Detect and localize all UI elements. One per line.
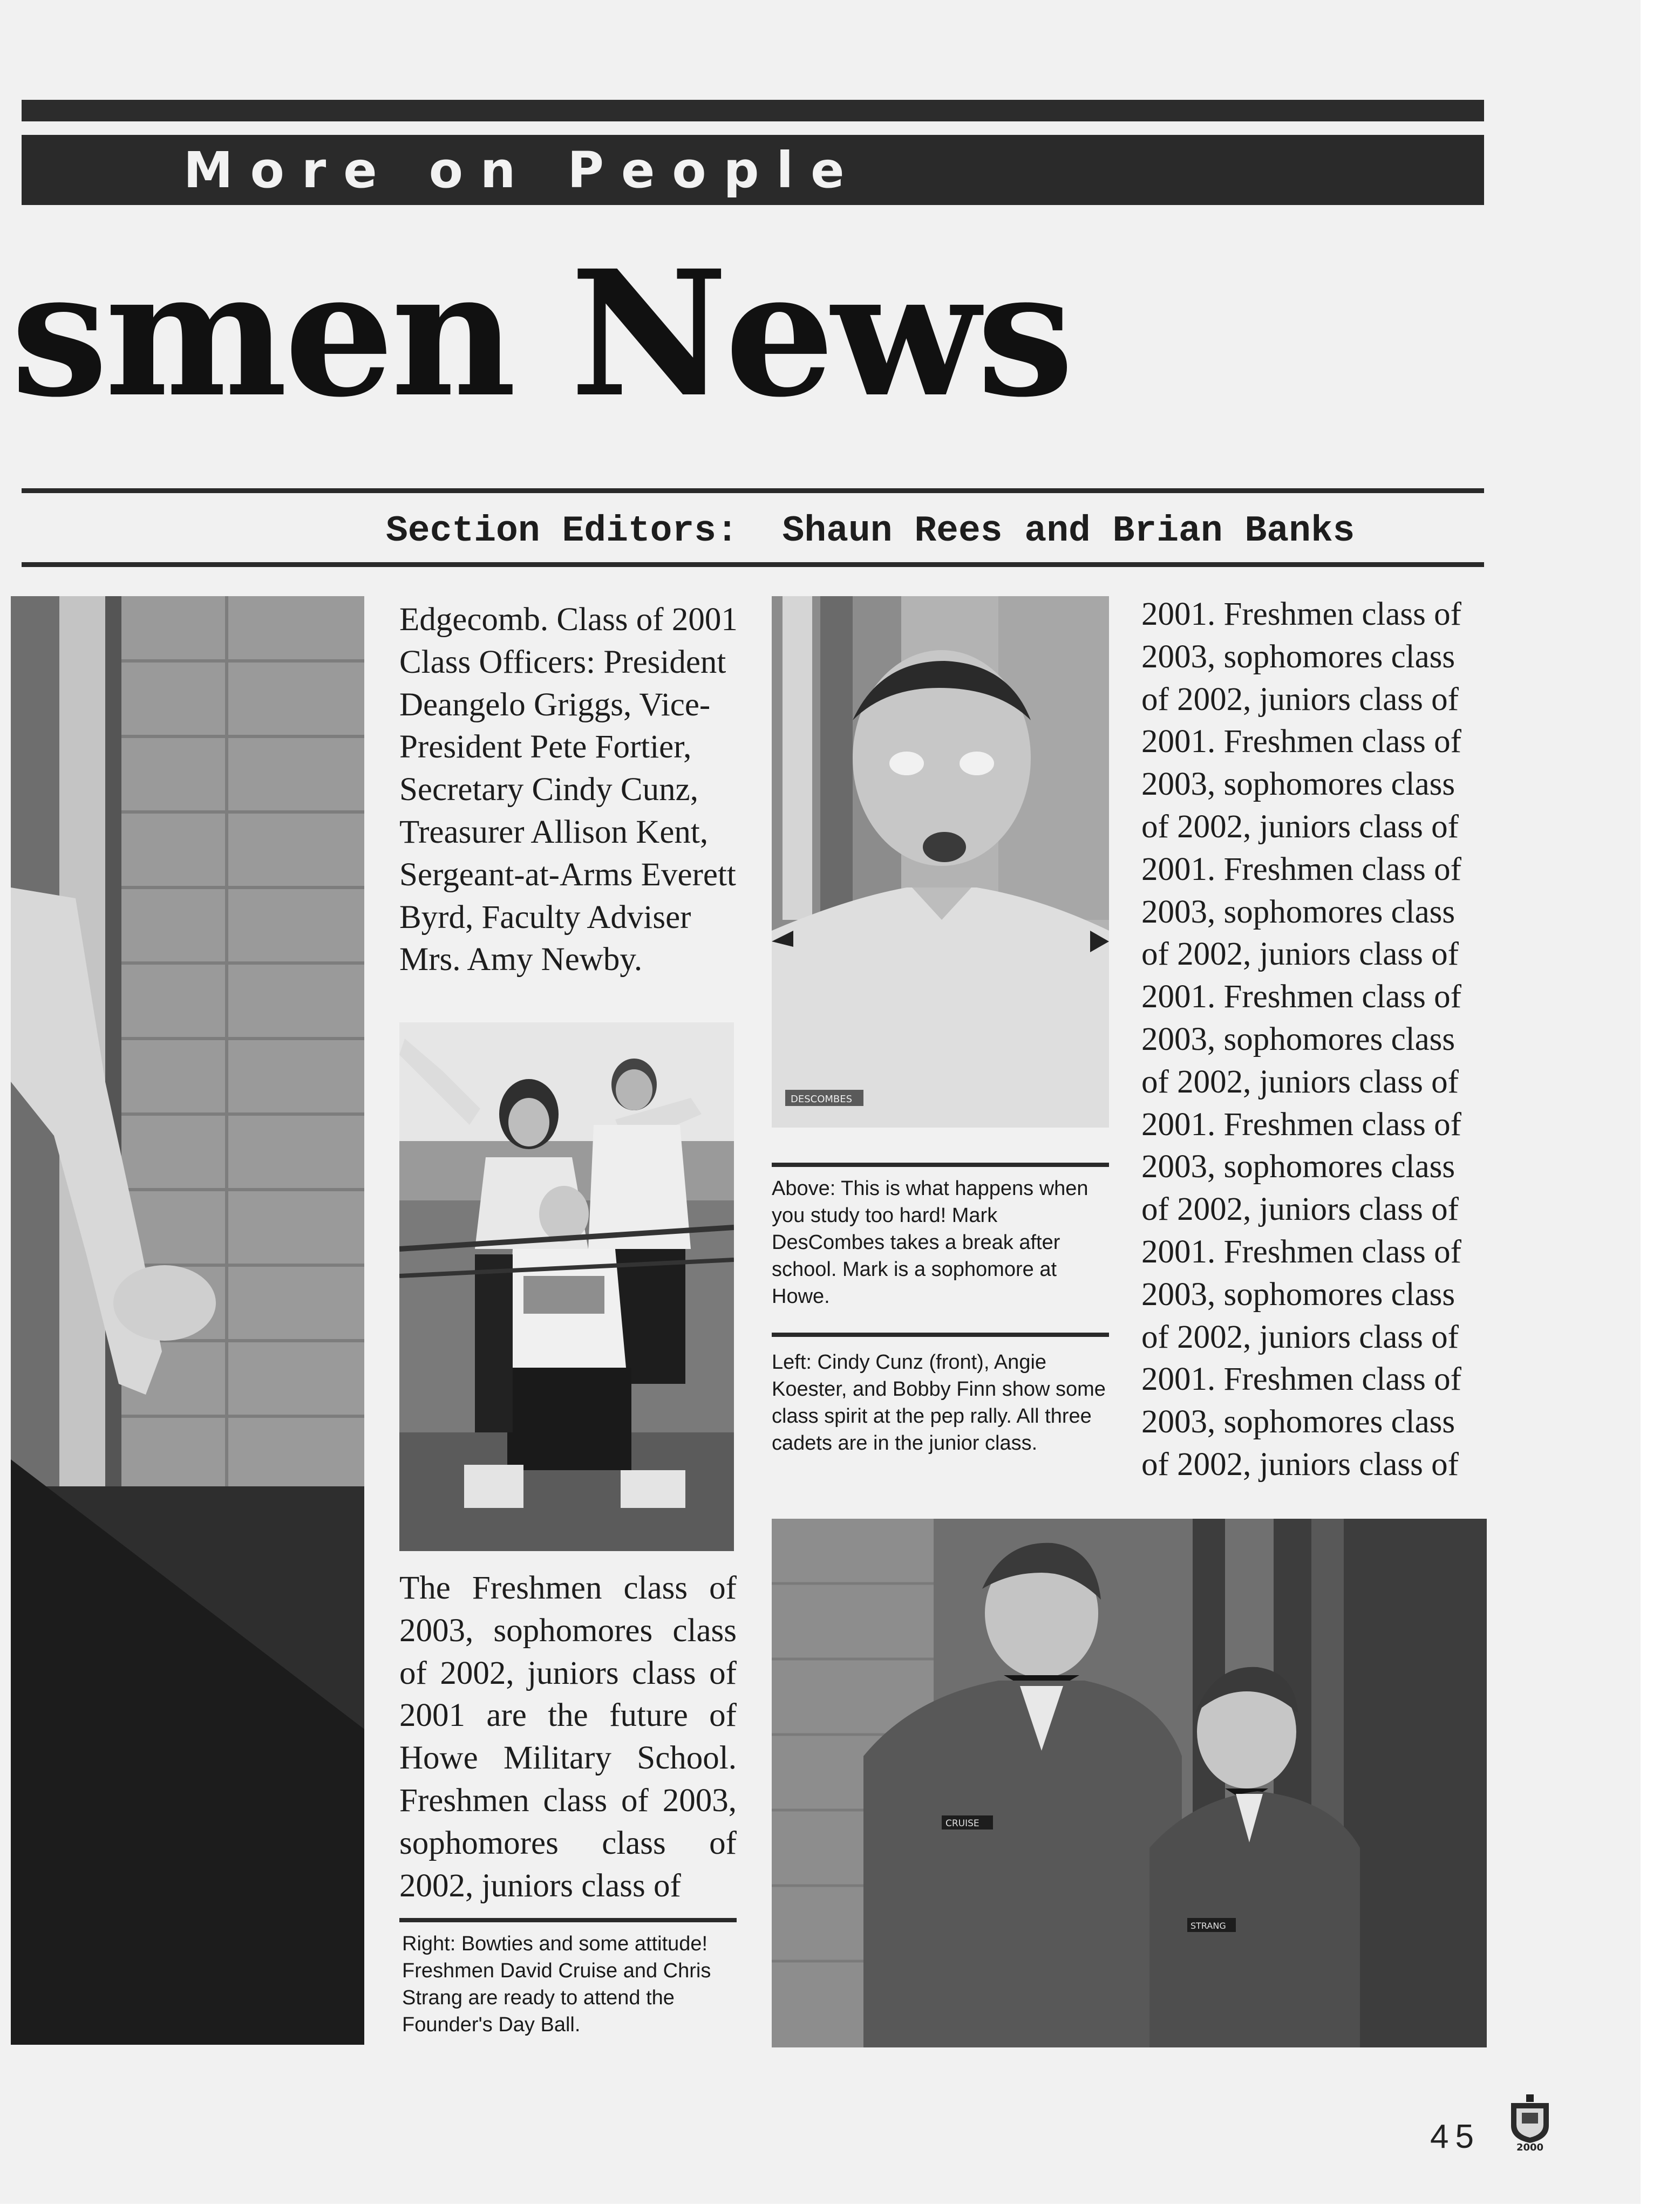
section-banner — [22, 135, 1484, 205]
page-number: 45 — [1430, 2118, 1480, 2155]
divider-rule — [22, 562, 1484, 567]
section-banner-text: M o r e o n P e o p l e — [183, 141, 845, 199]
article-text-right: 2001. Freshmen class of 2003, sophomores class of 2002, juniors class of 2001. Freshmen class of 2003, sophomores class of 2002, juniors class of 2001. Freshmen class of 2003, sophomores class of 2002, juniors class of 2001. Freshmen class of 2003, sophomores class of 2002, juniors class of 2001. Freshmen class of 2003, sophomores class of 2002, juniors class of 2001. Freshmen class of 2003, sophomores class of 2002, juniors class of 2001. Freshmen class of 2003, sophomores class of 2002, juniors class of — [1141, 596, 1461, 1483]
school-crest-logo — [1506, 2093, 1554, 2153]
article-text-mid-bottom: The Freshmen class of 2003, sophomores class of 2002, juniors class of 2001 are the future of Howe Military School. Freshmen class of 2003, sophomores class of 2002, juniors class of — [399, 1570, 737, 1904]
caption-rule — [772, 1333, 1109, 1337]
photo-arm-wall — [11, 596, 364, 2045]
right-cadet-name-tag: STRANG — [1190, 1921, 1226, 1931]
photo-three-cadets — [399, 1022, 734, 1551]
caption-right: Right: Bowties and some attitude! Freshmen David Cruise and Chris Strang are ready to attend the Founder's Day Ball. — [402, 1933, 711, 2036]
divider-rule — [22, 488, 1484, 493]
caption-rule — [399, 1918, 737, 1922]
photo-portrait-descombes — [772, 596, 1109, 1128]
page-headline: smen News — [11, 237, 1071, 432]
article-text-mid-top: Edgecomb. Class of 2001 Class Officers: President Deangelo Griggs, Vice-President Pete Fortier, Secretary Cindy Cunz, Treasurer Allison Kent, Sergeant-at-Arms Everett Byrd, Faculty Adviser Mrs. Amy Newby. — [399, 602, 738, 978]
caption-left: Left: Cindy Cunz (front), Angie Koester, and Bobby Finn show some class spirit at the pep rally. All three cadets are in the junior class. — [772, 1351, 1106, 1455]
caption-above: Above: This is what happens when you study too hard! Mark DesCombes takes a break after school. Mark is a sophomore at Howe. — [772, 1177, 1088, 1308]
left-cadet-name-tag: CRUISE — [945, 1818, 979, 1829]
photo-two-cadets — [772, 1519, 1487, 2047]
section-editors-line: Section Editors: Shaun Rees and Brian Banks — [386, 510, 1355, 552]
caption-rule — [772, 1163, 1109, 1167]
portrait-name-tag: DESCOMBES — [791, 1094, 853, 1105]
header-top-bar — [22, 100, 1484, 121]
svg-text:2000: 2000 — [1516, 2142, 1544, 2153]
